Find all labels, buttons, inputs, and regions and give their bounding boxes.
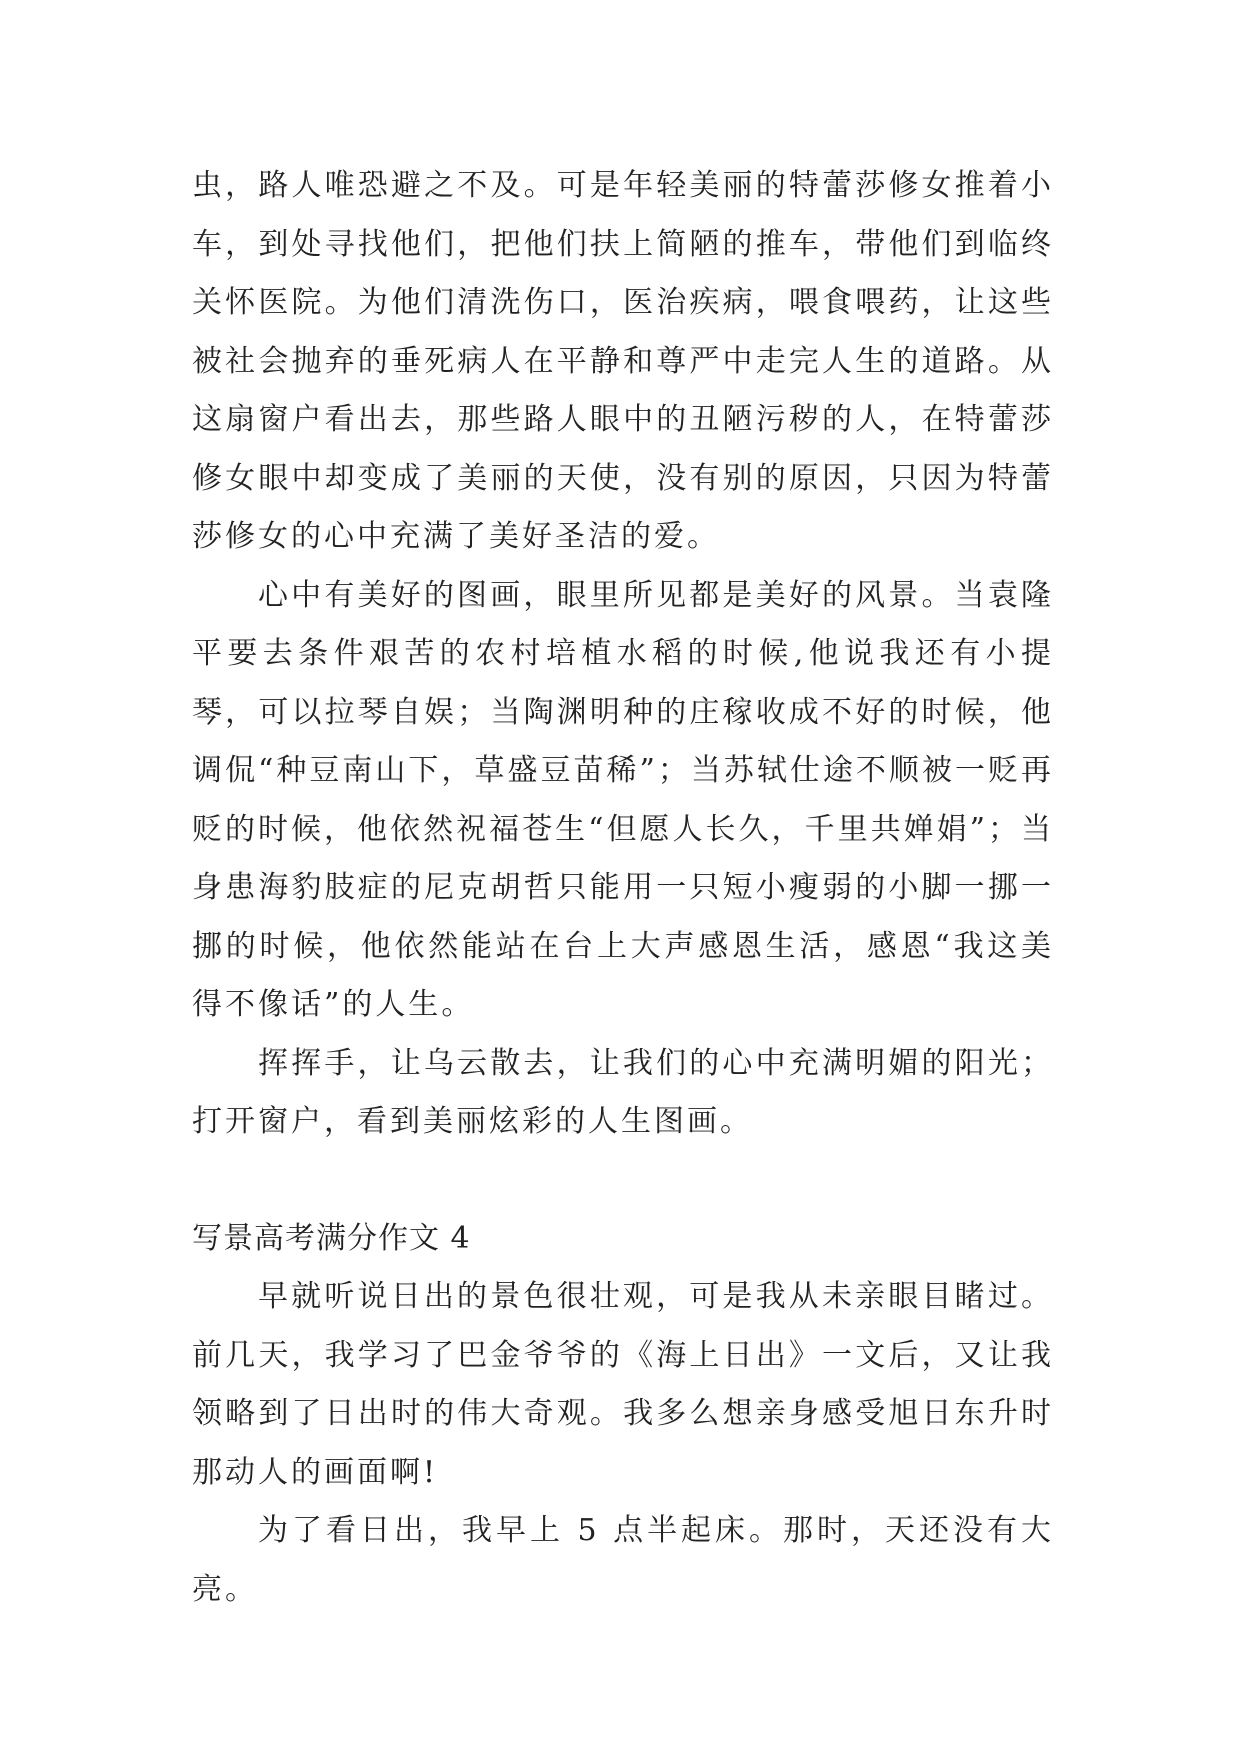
- paragraph: 为了看日出，我早上 5 点半起床。那时，天还没有大亮。: [192, 1513, 1054, 1607]
- paragraph-continued: 虫，路人唯恐避之不及。可是年轻美丽的特蕾莎修女推着小车，到处寻找他们，把他们扶上简陋的推车，带他们到临终关怀医院。为他们清洗伤口，医治疾病，喂食喂药，让这些被社会抛弃的垂死病人在平静和尊严中走完人生的道路。从这扇窗户看出去，那些路人眼中的丑陋污秽的人，在特蕾莎修女眼中却变成了美丽的天使，没有别的原因，只因为特蕾莎修女的心中充满了美好圣洁的爱。: [192, 168, 1054, 554]
- paragraph: 心中有美好的图画，眼里所见都是美好的风景。当袁隆平要去条件艰苦的农村培植水稻的时候,他说我还有小提琴，可以拉琴自娱；当陶渊明种的庄稼收成不好的时候，他调侃“种豆南山下，草盛豆苗稀”；当苏轼仕途不顺被一贬再贬的时候，他依然祝福苍生“但愿人长久，千里共婵娟”；当身患海豹肢症的尼克胡哲只能用一只短小瘦弱的小脚一挪一挪的时候，他依然能站在台上大声感恩生活，感恩“我这美得不像话”的人生。: [192, 577, 1054, 1022]
- paragraph: 早就听说日出的景色很壮观，可是我从未亲眼目睹过。前几天，我学习了巴金爷爷的《海上日出》一文后，又让我领略到了日出时的伟大奇观。我多么想亲身感受旭日东升时那动人的画面啊!: [192, 1279, 1054, 1490]
- paragraph: 挥挥手，让乌云散去，让我们的心中充满明媚的阳光；打开窗户，看到美丽炫彩的人生图画。: [192, 1045, 1054, 1139]
- document-body: [192, 157, 1054, 1619]
- section-title: 写景高考满分作文 4: [192, 1220, 471, 1256]
